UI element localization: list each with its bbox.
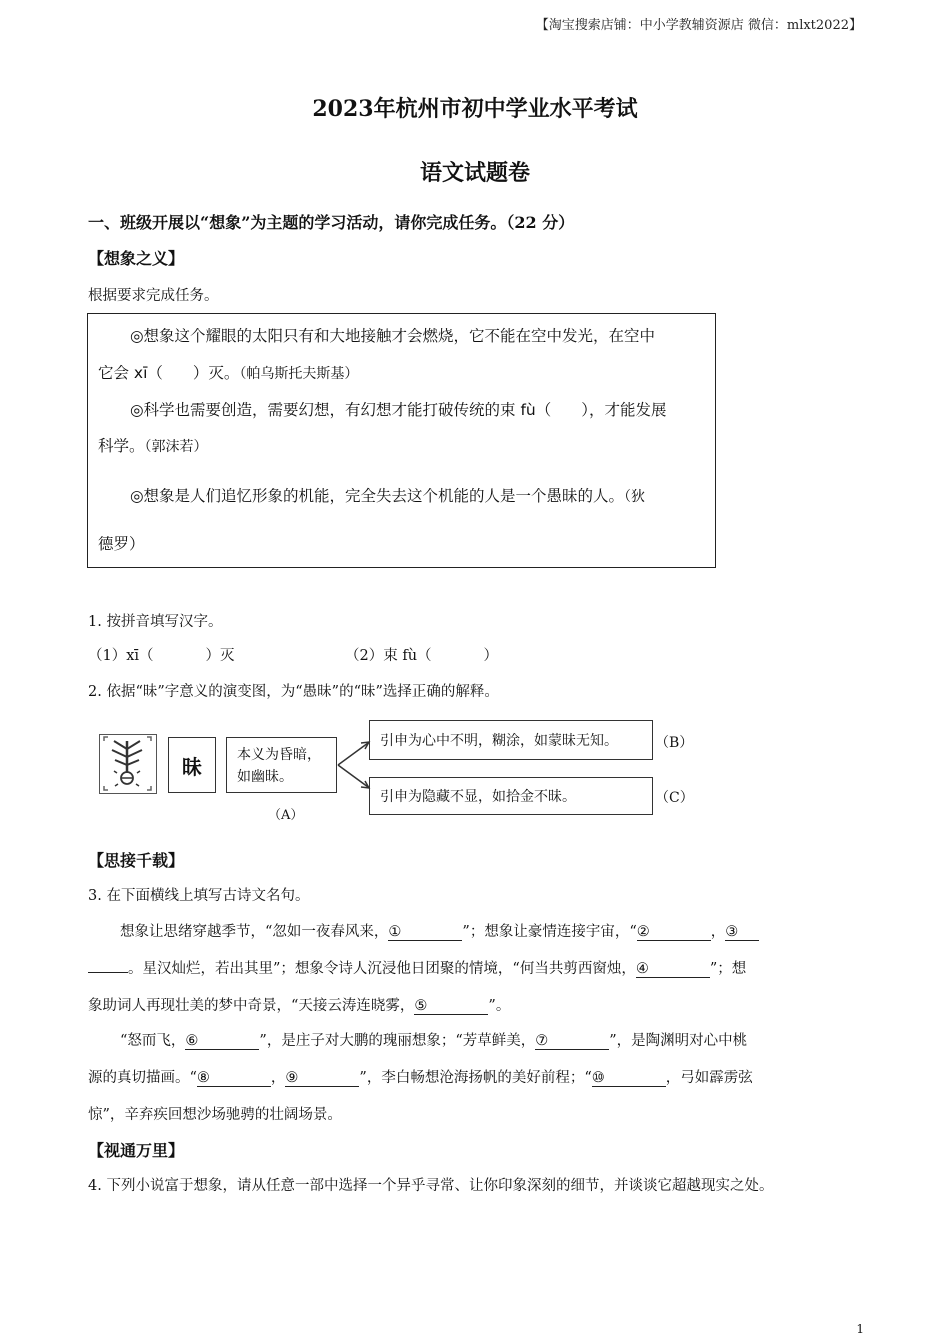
blank-2[interactable] bbox=[637, 924, 711, 941]
q3-text: “怒而飞， bbox=[120, 1033, 186, 1049]
quote-2-text-end: ），才能发展 bbox=[581, 401, 667, 419]
blank-marker: ⑩ bbox=[591, 1070, 605, 1086]
blank-5[interactable] bbox=[414, 998, 488, 1015]
blank-marker: ⑥ bbox=[185, 1033, 199, 1049]
q3-para-2-line-2 bbox=[88, 1066, 863, 1087]
blank-marker: ① bbox=[388, 924, 402, 940]
pictograph-box bbox=[99, 734, 157, 794]
blank-marker: ⑨ bbox=[285, 1070, 299, 1086]
q1-a-end: ）灭 bbox=[205, 648, 235, 664]
question-2: 2. 依据“昧”字意义的演变图，为“愚昧”的“昧”选择正确的解释。 bbox=[88, 684, 499, 700]
quote-1-source: （帕乌斯托夫斯基） bbox=[239, 366, 359, 382]
label-c: （C） bbox=[655, 790, 694, 806]
instruction: 根据要求完成任务。 bbox=[88, 288, 219, 304]
exam-title: 2023年杭州市初中学业水平考试 bbox=[312, 96, 638, 122]
quote-box bbox=[87, 313, 716, 568]
q3-para-1-line-2 bbox=[88, 957, 863, 978]
q3-text: 象助词人再现壮美的梦中奇景，“天接云涛连晓雾， bbox=[88, 998, 415, 1014]
q3-text: 源的真切描画。“ bbox=[88, 1070, 197, 1086]
blank-3-cont[interactable] bbox=[88, 972, 128, 973]
quote-3-line-2: 德罗） bbox=[98, 535, 145, 553]
header-note: 【淘宝搜索店铺：中小学教辅资源店 微信：mlxt2022】 bbox=[535, 18, 862, 33]
page-number: 1 bbox=[856, 1322, 864, 1336]
exam-subtitle: 语文试题卷 bbox=[419, 160, 530, 186]
blank-8[interactable] bbox=[197, 1070, 271, 1087]
q3-para-2-line-1 bbox=[120, 1029, 895, 1050]
q1-b-end: ） bbox=[483, 648, 499, 664]
blank-1[interactable] bbox=[388, 924, 462, 941]
blank-9[interactable] bbox=[285, 1070, 359, 1087]
quote-2-source: （郭沫若） bbox=[144, 439, 208, 455]
q3-text: ， bbox=[710, 924, 726, 940]
blank-7[interactable] bbox=[535, 1033, 609, 1050]
blank-marker: ⑦ bbox=[535, 1033, 549, 1049]
q1-b-label: （2）束 fù（ bbox=[345, 648, 432, 664]
q3-text: 想象让思绪穿越季节，“忽如一夜春风来， bbox=[120, 924, 389, 940]
q3-text: ”，李白畅想沧海扬帆的美好前程；“ bbox=[359, 1070, 592, 1086]
quote-2-text-2: 科学。 bbox=[98, 437, 145, 455]
blank-marker: ⑤ bbox=[414, 998, 428, 1014]
label-b: （B） bbox=[655, 735, 694, 751]
quote-2-line-1 bbox=[130, 398, 667, 420]
blank-marker: ③ bbox=[725, 924, 739, 940]
extended-meaning-box-c: 引申为隐藏不显，如拾金不昧。 bbox=[369, 777, 653, 815]
q3-para-1-line-3 bbox=[88, 994, 863, 1015]
quote-1-line-2 bbox=[98, 361, 358, 383]
quote-3-text: ◎想象是人们追忆形象的机能，完全失去这个机能的人是一个愚昧的人。 bbox=[130, 487, 625, 505]
blank-3[interactable] bbox=[725, 924, 759, 941]
quote-2-text: ◎科学也需要创造，需要幻想，有幻想才能打破传统的束 fù（ bbox=[130, 401, 552, 419]
q3-text: ，弓如霹雳弦 bbox=[665, 1070, 753, 1086]
q3-text: ”，是陶渊明对心中桃 bbox=[609, 1033, 748, 1049]
question-1: 1. 按拼音填写汉字。 bbox=[88, 614, 223, 630]
quote-2-line-2 bbox=[98, 434, 208, 456]
quote-1-text-end: ）灭。 bbox=[192, 364, 240, 382]
blank-4[interactable] bbox=[636, 961, 710, 978]
blank-10[interactable] bbox=[592, 1070, 666, 1087]
q3-text: ”；想象让豪情连接宇宙，“ bbox=[462, 924, 637, 940]
q3-text: ”。 bbox=[488, 998, 511, 1014]
sprout-sun-icon bbox=[100, 735, 155, 792]
question-3: 3. 在下面横线上填写古诗文名句。 bbox=[88, 888, 310, 904]
origin-meaning-box: 本义为昏暗，如幽昧。 bbox=[226, 737, 337, 793]
q1-part-a bbox=[88, 644, 235, 665]
section-heading: 一、班级开展以“想象”为主题的学习活动，请你完成任务。（22 分） bbox=[88, 213, 575, 232]
blank-6[interactable] bbox=[185, 1033, 259, 1050]
label-a: （A） bbox=[268, 808, 304, 823]
part-title-1: 【想象之义】 bbox=[88, 249, 185, 268]
blank-marker: ⑧ bbox=[196, 1070, 210, 1086]
q3-text: ”；想 bbox=[709, 961, 747, 977]
q1-a-label: （1）xī（ bbox=[88, 648, 154, 664]
blank-marker: ② bbox=[636, 924, 650, 940]
quote-3-source: （狄 bbox=[624, 489, 646, 505]
q1-part-b bbox=[345, 644, 498, 665]
q3-text: ， bbox=[270, 1070, 286, 1086]
question-4: 4. 下列小说富于想象，请从任意一部中选择一个异乎寻常、让你印象深刻的细节，并谈谈它超越现实之处。 bbox=[88, 1178, 774, 1194]
part-title-3: 【视通万里】 bbox=[88, 1141, 185, 1160]
quote-1-text: 它会 xī（ bbox=[98, 364, 163, 382]
extended-meaning-box-b: 引申为心中不明，糊涂，如蒙昧无知。 bbox=[369, 720, 653, 760]
quote-1-line-1: ◎想象这个耀眼的太阳只有和大地接触才会燃烧，它不能在空中发光，在空中 bbox=[130, 327, 656, 345]
q3-text: 。星汉灿烂，若出其里”；想象令诗人沉浸他日团聚的情境，“何当共剪西窗烛， bbox=[128, 961, 636, 977]
blank-marker: ④ bbox=[635, 961, 649, 977]
quote-3-line-1 bbox=[130, 484, 645, 506]
part-title-2: 【思接千载】 bbox=[88, 851, 185, 870]
q3-para-1-line-1 bbox=[120, 920, 895, 941]
q3-para-2-line-3: 惊”，辛弃疾回想沙场驰骋的壮阔场景。 bbox=[88, 1107, 342, 1123]
char-box: 昧 bbox=[168, 737, 216, 793]
q3-text: ”，是庄子对大鹏的瑰丽想象；“芳草鲜美， bbox=[259, 1033, 536, 1049]
